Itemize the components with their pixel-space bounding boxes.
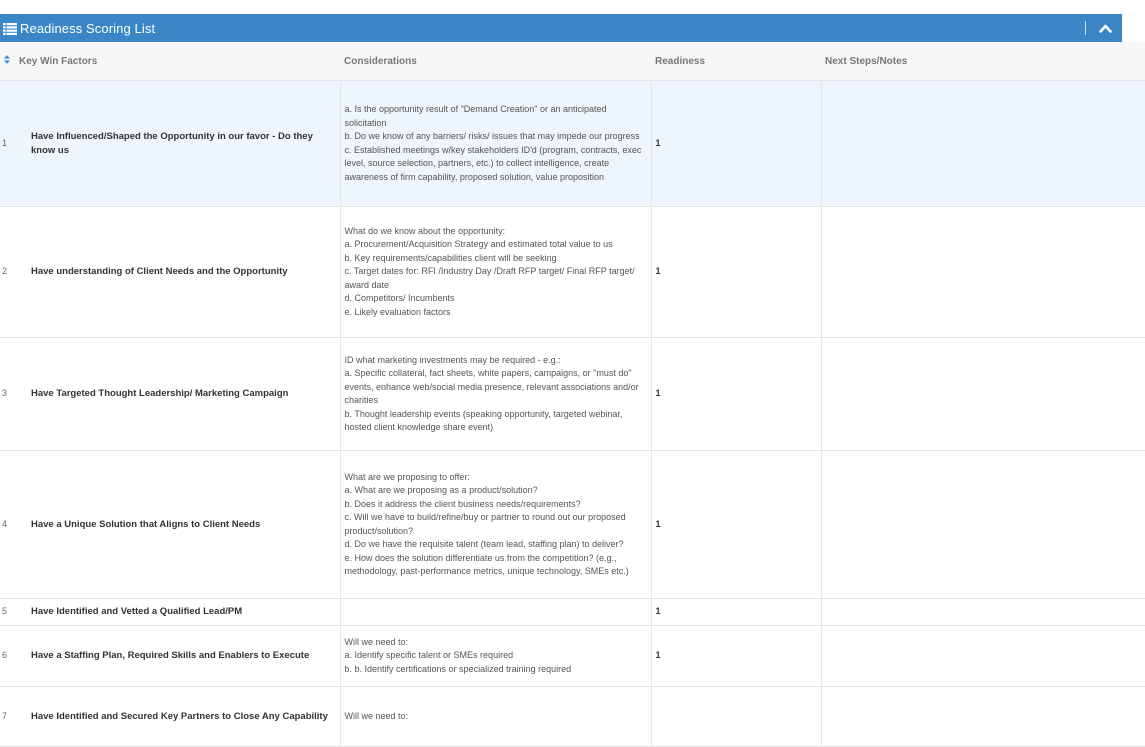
considerations-cell: What are we proposing to offer: a. What are we proposing as a product/solution? b. Does it address the client business needs/requirements? c. Will we have to build/refine/buy or partner to round out our proposed product/solution? d. Do we have the requisite talent (team lead, staffing plan) to deliver? e. How does the solution differentiate us from the competition? (e.g., methodology, past-performance metrics, unique technology, SMEs etc.) [340,451,651,599]
row-index: 3 [0,338,13,451]
next-steps-cell[interactable] [821,599,1145,626]
key-win-factor-cell: Have understanding of Client Needs and the Opportunity [13,207,340,338]
row-index: 2 [0,207,13,338]
considerations-cell: a. Is the opportunity result of "Demand Creation" or an anticipated solicitation b. Do we know of any barriers/ risks/ issues that may impede our progress c. Established meetings w/key stakeholders ID'd (program, contracts, exec level, source selection, partners, etc.) to collect intelligence, create awareness of firm capability, proposed solution, value proposition [340,81,651,207]
key-win-factor-cell: Have a Staffing Plan, Required Skills and Enablers to Execute [13,626,340,687]
table-row[interactable] [0,81,1145,207]
key-win-factor-cell: Have a Unique Solution that Aligns to Client Needs [13,451,340,599]
row-index: 7 [0,687,13,747]
collapse-button[interactable] [1097,20,1113,36]
table-row[interactable] [0,687,1145,747]
considerations-cell: Will we need to: a. Identify specific talent or SMEs required b. b. Identify certifications or specialized training required [340,626,651,687]
table-row[interactable] [0,338,1145,451]
table-row[interactable] [0,599,1145,626]
next-steps-cell[interactable] [821,687,1145,747]
column-header-next-steps[interactable]: Next Steps/Notes [821,42,1145,81]
readiness-cell[interactable]: 1 [651,207,821,338]
considerations-cell: ID what marketing investments may be required - e.g.: a. Specific collateral, fact sheets, white papers, campaigns, or "must do" events, enhance web/social media presence, relevant associations and/or charities b. Thought leadership events (speaking opportunity, targeted webinar, hosted client knowledge share event) [340,338,651,451]
table-row[interactable] [0,207,1145,338]
table-row[interactable] [0,451,1145,599]
considerations-cell: Will we need to: [340,687,651,747]
readiness-cell[interactable]: 1 [651,338,821,451]
key-win-factor-cell: Have Influenced/Shaped the Opportunity in our favor - Do they know us [13,81,340,207]
row-index: 5 [0,599,13,626]
considerations-cell [340,599,651,626]
list-icon [3,22,17,34]
column-header-readiness[interactable]: Readiness [651,42,821,81]
sort-column-header[interactable] [0,42,13,81]
next-steps-cell[interactable] [821,451,1145,599]
key-win-factor-cell: Have Identified and Vetted a Qualified Lead/PM [13,599,340,626]
readiness-cell[interactable]: 1 [651,451,821,599]
header-divider [1085,21,1086,35]
panel-header [0,14,1122,42]
table-row[interactable] [0,626,1145,687]
row-index: 1 [0,81,13,207]
next-steps-cell[interactable] [821,81,1145,207]
readiness-cell[interactable]: 1 [651,599,821,626]
next-steps-cell[interactable] [821,338,1145,451]
sort-icon [4,55,10,64]
column-header-key-win-factors[interactable]: Key Win Factors [13,42,340,81]
row-index: 6 [0,626,13,687]
column-header-considerations[interactable]: Considerations [340,42,651,81]
row-index: 4 [0,451,13,599]
panel-title: Readiness Scoring List [20,20,156,36]
table-header-row [0,42,1145,81]
readiness-table [0,42,1145,747]
next-steps-cell[interactable] [821,626,1145,687]
key-win-factor-cell: Have Targeted Thought Leadership/ Marketing Campaign [13,338,340,451]
key-win-factor-cell: Have Identified and Secured Key Partners to Close Any Capability [13,687,340,747]
readiness-cell[interactable]: 1 [651,626,821,687]
next-steps-cell[interactable] [821,207,1145,338]
readiness-cell[interactable]: 1 [651,81,821,207]
considerations-cell: What do we know about the opportunity: a. Procurement/Acquisition Strategy and estimated total value to us b. Key requirements/capabilities client will be seeking c. Target dates for: RFI /Industry Day /Draft RFP target/ Final RFP target/ award date d. Competitors/ Incumbents e. Likely evaluation factors [340,207,651,338]
chevron-up-icon [1099,24,1112,33]
readiness-table-container[interactable] [0,42,1145,722]
readiness-cell[interactable] [651,687,821,747]
